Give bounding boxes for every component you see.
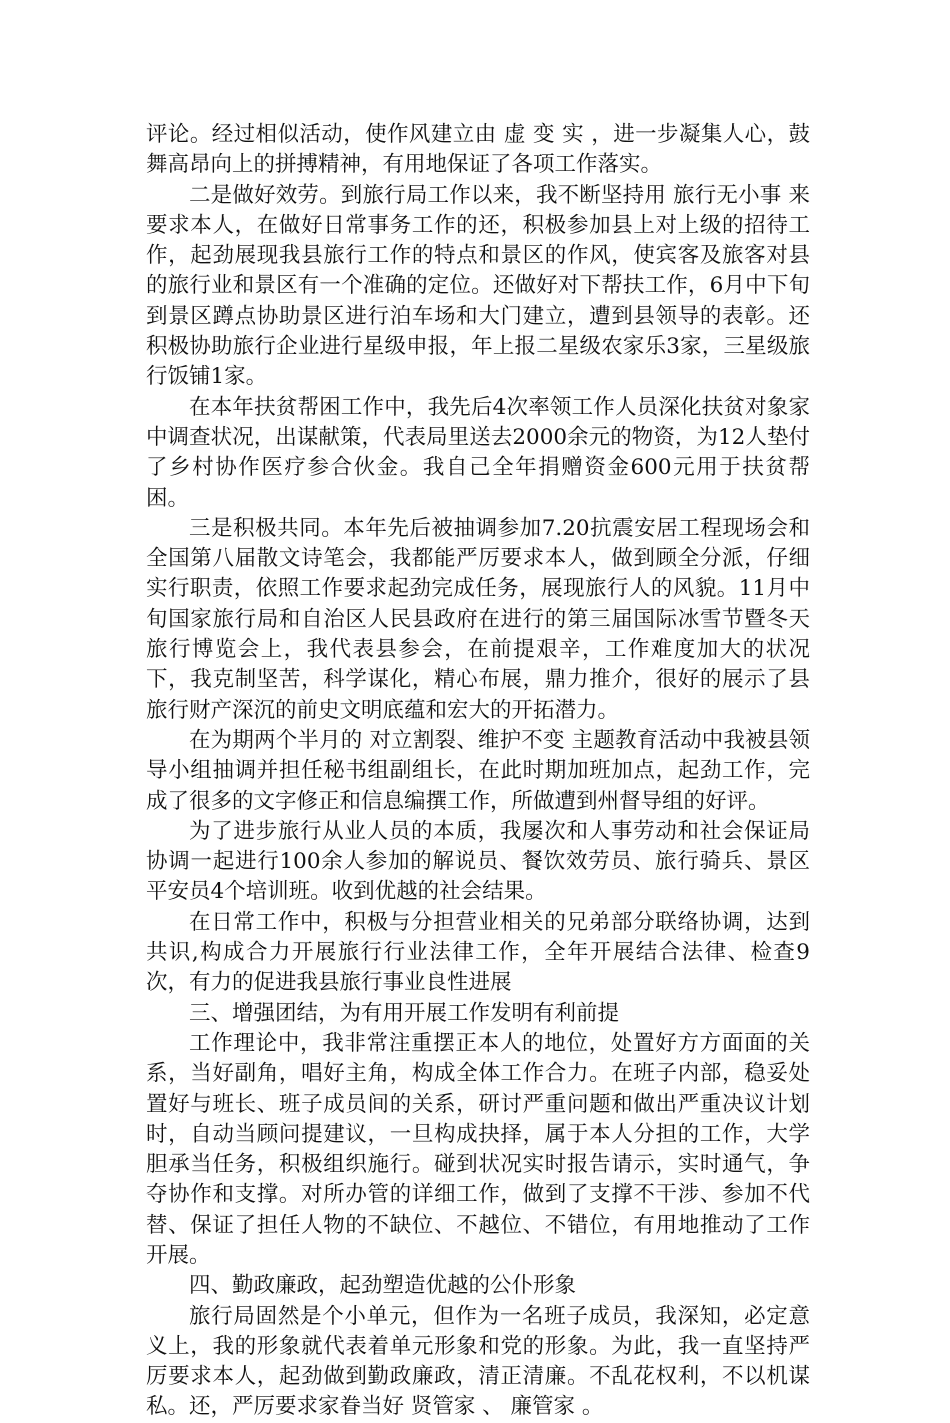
paragraph-7: 在日常工作中，积极与分担营业相关的兄弟部分联络协调，达到共识,构成合力开展旅行行业法律工作，全年开展结合法律、检查9次，有力的促进我县旅行事业良性进展 <box>146 909 810 996</box>
paragraph-9: 旅行局固然是个小单元，但作为一名班子成员，我深知，必定意义上，我的形象就代表着单元形象和党的形象。为此，我一直坚持严厉要求本人，起劲做到勤政廉政，清正清廉。不乱花权利，不以机谋私。还，严厉要求家眷当好 贤管家 、 廉管家 。 <box>146 1303 810 1420</box>
paragraph-1: 评论。经过相似活动，使作风建立由 虚 变 实 ，进一步凝集人心，鼓舞高昂向上的拼搏精神，有用地保证了各项工作落实。 <box>146 122 810 178</box>
paragraph-4: 三是积极共同。本年先后被抽调参加7.20抗震安居工程现场会和全国第八届散文诗笔会，我都能严厉要求本人，做到顾全分派，仔细实行职责，依照工作要求起劲完成任务，展现旅行人的风貌。11月中旬国家旅行局和自治区人民县政府在进行的第三届国际冰雪节暨冬天旅行博览会上，我代表县参会，在前提艰辛，工作难度加大的状况下，我克制坚苦，科学谋化，精心布展，鼎力推介，很好的展示了县旅行财产深沉的前史文明底蕴和宏大的开拓潜力。 <box>146 515 810 723</box>
section-heading-4: 四、勤政廉政，起劲塑造优越的公仆形象 <box>189 1273 577 1299</box>
section-heading-3: 三、增强团结，为有用开展工作发明有利前提 <box>189 1000 620 1026</box>
paragraph-3: 在本年扶贫帮困工作中，我先后4次率领工作人员深化扶贫对象家中调查状况，出谋献策，代表局里送去2000余元的物资，为12人垫付了乡村协作医疗参合伙金。我自己全年捐赠资金600元用于扶贫帮困。 <box>146 394 810 511</box>
paragraph-2: 二是做好效劳。到旅行局工作以来，我不断坚持用 旅行无小事 来要求本人，在做好日常事务工作的还，积极参加县上对上级的招待工作，起劲展现我县旅行工作的特点和景区的作风，使宾客及旅客对县的旅行业和景区有一个准确的定位。还做好对下帮扶工作，6月中下旬到景区蹲点协助景区进行泊车场和大门建立，遭到县领导的表彰。还积极协助旅行企业进行星级申报，年上报二星级农家乐3家，三星级旅行饭铺1家。 <box>146 182 810 390</box>
paragraph-5: 在为期两个半月的 对立割裂、维护不变 主题教育活动中我被县领导小组抽调并担任秘书组副组长，在此时期加班加点，起劲工作，完成了很多的文字修正和信息编撰工作，所做遭到州督导组的好评。 <box>146 727 810 814</box>
paragraph-8: 工作理论中，我非常注重摆正本人的地位，处置好方方面面的关系，当好副角，唱好主角，构成全体工作合力。在班子内部，稳妥处置好与班长、班子成员间的关系，研讨严重问题和做出严重决议计划时，自动当顾问提建议，一旦构成抉择，属于本人分担的工作，大学胆承当任务，积极组织施行。碰到状况实时报告请示，实时通气，争夺协作和支撑。对所办管的详细工作，做到了支撑不干涉、参加不代替、保证了担任人物的不缺位、不越位、不错位，有用地推动了工作开展。 <box>146 1030 810 1268</box>
document-page <box>146 120 810 1423</box>
paragraph-6: 为了进步旅行从业人员的本质，我屡次和人事劳动和社会保证局协调一起进行100余人参加的解说员、餐饮效劳员、旅行骑兵、景区平安员4个培训班。收到优越的社会结果。 <box>146 818 810 905</box>
